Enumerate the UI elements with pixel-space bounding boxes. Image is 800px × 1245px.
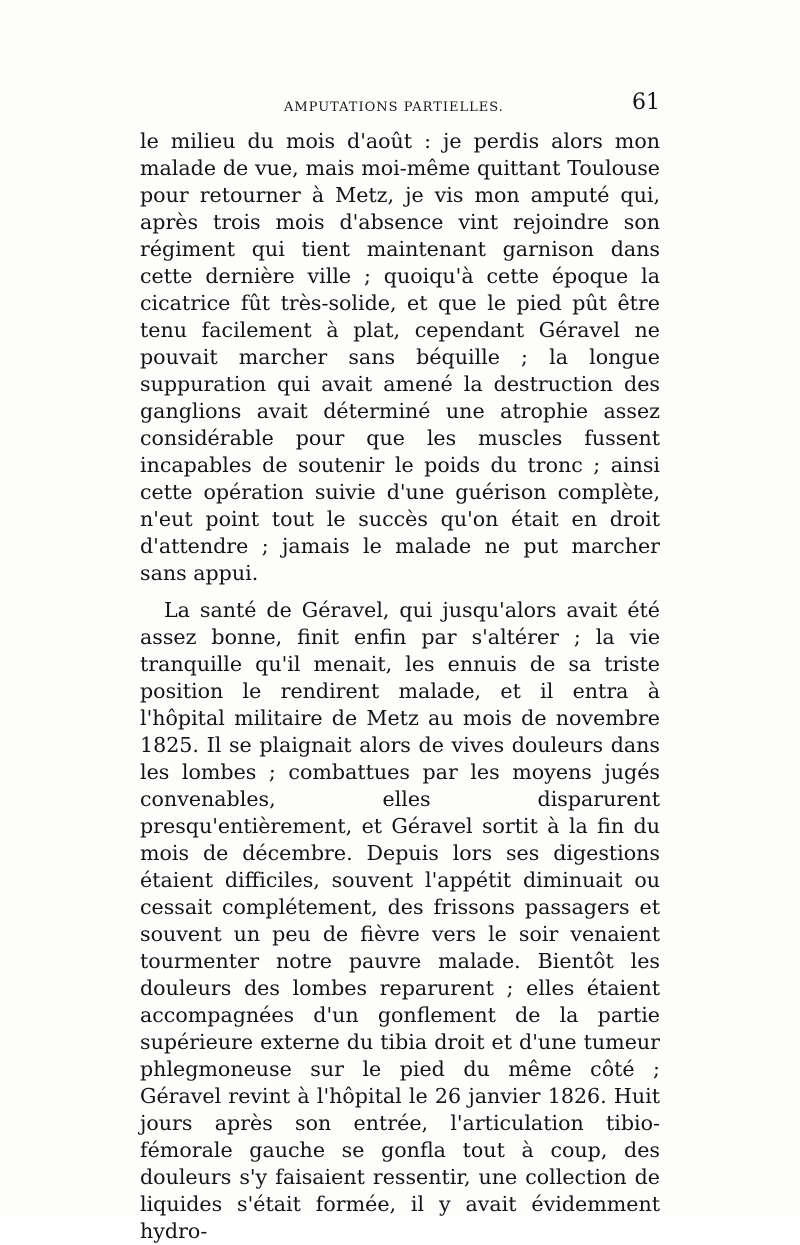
body-text: [140, 128, 660, 1245]
paragraph-1: le milieu du mois d'août : je perdis alors mon malade de vue, mais moi-même quittant Toulouse pour retourner à Metz, je vis mon amputé qui, après trois mois d'absence vint rejoindre son régiment qui tient maintenant garnison dans cette dernière ville ; quoiqu'à cette époque la cicatrice fût très-solide, et que le pied pût être tenu facilement à plat, cependant Géravel ne pouvait marcher sans béquille ; la longue suppuration qui avait amené la destruction des ganglions avait déterminé une atrophie assez considérable pour que les muscles fussent incapables de soutenir le poids du tronc ; ainsi cette opération suivie d'une guérison complète, n'eut point tout le succès qu'on était en droit d'attendre ; jamais le malade ne put marcher sans appui.: [140, 129, 660, 585]
page-header: [140, 90, 660, 122]
paragraph-2: La santé de Géravel, qui jusqu'alors avait été assez bonne, finit enfin par s'altérer ; la vie tranquille qu'il menait, les ennuis de sa triste position le rendirent malade, et il entra à l'hôpital militaire de Metz au mois de novembre 1825. Il se plaignait alors de vives douleurs dans les lombes ; combattues par les moyens jugés convenables, elles disparurent presqu'entièrement, et Géravel sortit à la fin du mois de décembre. Depuis lors ses digestions étaient difficiles, souvent l'appétit diminuait ou cessait complétement, des frissons passagers et souvent un peu de fièvre vers le soir venaient tourmenter notre pauvre malade. Bientôt les douleurs des lombes reparurent ; elles étaient accompagnées d'un gonflement de la partie supérieure externe du tibia droit et d'une tumeur phlegmoneuse sur le pied du même côté ; Géravel revint à l'hôpital le 26 janvier 1826. Huit jours après son entrée, l'articulation tibio-fémorale gauche se gonfla tout à coup, des douleurs s'y faisaient ressentir, une collection de liquides s'était formée, il y avait évidemment hydro-: [140, 598, 660, 1243]
page-number: 61: [632, 90, 660, 115]
running-head: AMPUTATIONS PARTIELLES.: [284, 100, 504, 115]
